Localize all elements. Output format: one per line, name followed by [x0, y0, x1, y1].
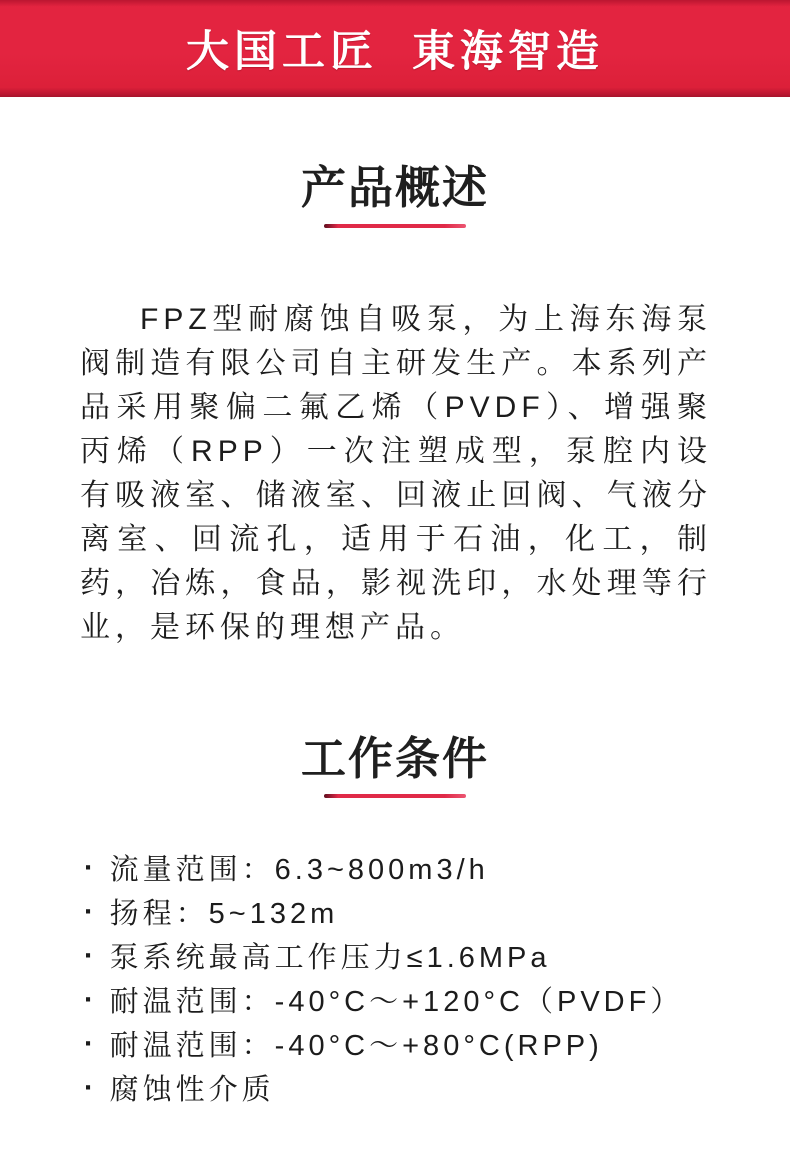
condition-corrosive-media: 腐蚀性介质: [109, 1074, 275, 1106]
list-item: [84, 980, 730, 1024]
bullet-icon: ·: [84, 896, 98, 928]
overview-section-title: 产品概述: [300, 162, 489, 213]
list-item: [84, 848, 730, 892]
section-working-conditions: [0, 734, 790, 1113]
list-item: [84, 1024, 730, 1068]
overview-paragraph: FPZ型耐腐蚀自吸泵，为上海东海泵阀制造有限公司自主研发生产。本系列产品采用聚偏二氟乙烯（PVDF）、增强聚丙烯（RPP）一次注塑成型，泵腔内设有吸液室、储液室、回液止回阀、气液分离室、回流孔，适用于石油，化工，制药，冶炼，食品，影视洗印，水处理等行业，是环保的理想产品。: [80, 302, 712, 644]
conditions-list: [84, 848, 730, 1112]
list-item: [84, 892, 730, 936]
bullet-icon: ·: [84, 984, 98, 1016]
conditions-title-underline: [324, 794, 466, 798]
list-item: [84, 1068, 730, 1112]
banner-title: 大国工匠 東海智造: [186, 28, 604, 76]
list-item: [84, 936, 730, 980]
header-banner: [0, 0, 790, 97]
overview-title-underline: [324, 224, 466, 228]
condition-temp-range-rpp: 耐温范围：-40°C～+80°C(RPP): [109, 1030, 603, 1062]
bullet-icon: ·: [84, 852, 98, 884]
bullet-icon: ·: [84, 940, 98, 972]
condition-temp-range-pvdf: 耐温范围：-40°C～+120°C（PVDF）: [109, 986, 684, 1018]
condition-max-pressure: 泵系统最高工作压力≤1.6MPa: [109, 942, 551, 974]
condition-flow-range: 流量范围：6.3~800m3/h: [109, 854, 489, 886]
section-product-overview: [0, 163, 790, 650]
bullet-icon: ·: [84, 1028, 98, 1060]
conditions-section-title: 工作条件: [300, 732, 489, 784]
bullet-icon: ·: [84, 1072, 98, 1104]
condition-head-range: 扬程：5~132m: [109, 898, 339, 930]
